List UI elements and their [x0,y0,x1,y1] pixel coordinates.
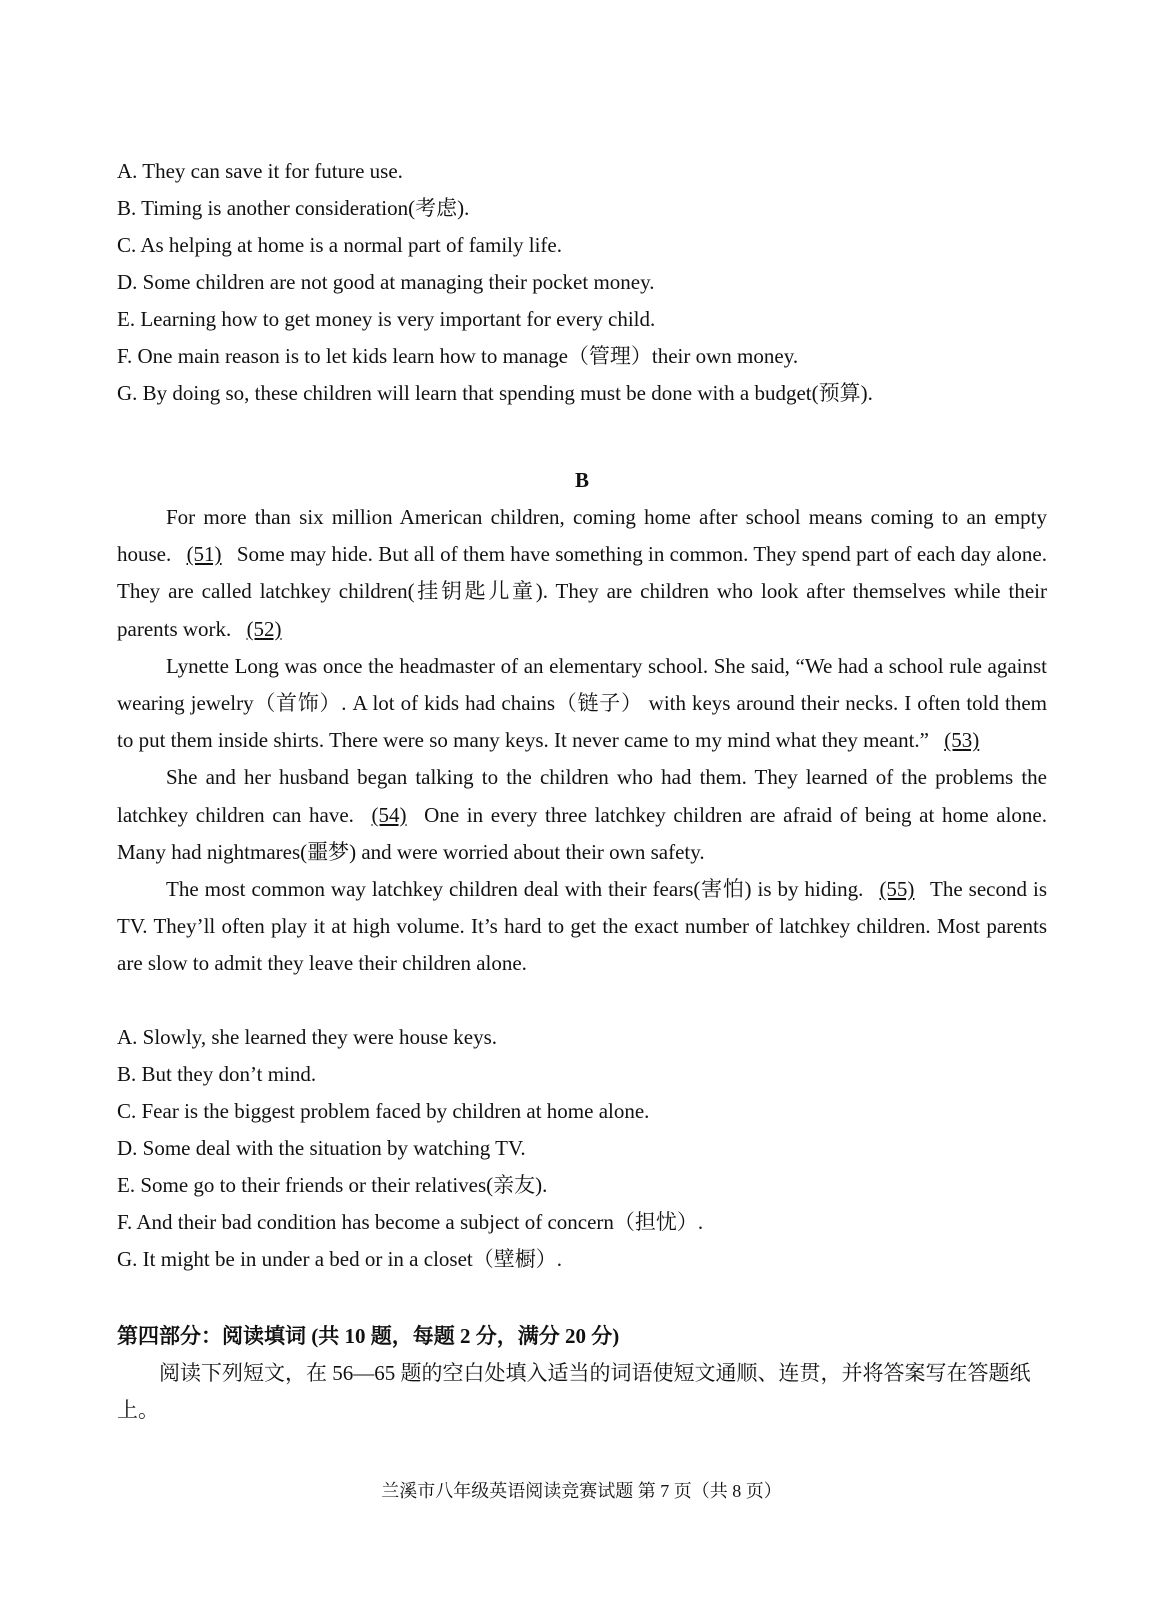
passage-paragraph-2 [117,648,1047,760]
passage-paragraph-3 [117,759,1047,871]
page-footer: 兰溪市八年级英语阅读竞赛试题 第 7 页（共 8 页） [381,1481,782,1501]
paragraph-text: The most common way latchkey children deal with their fears(害怕) is by hiding. [166,877,864,902]
options-list-b [117,1019,1047,1278]
paragraph-text: Lynette Long was once the headmaster of an elementary school. She said, “We had a school rule against wearing jewelry（首饰）. A lot of kids had chains（链子） with keys around their necks. I often told them to put them inside shirts. There were so many keys. It never came to my mind what they meant.” [117,653,1047,753]
paragraph-text: Some may hide. But all of them have something in common. They spend part of each day alone. They are called latchkey children(挂钥匙儿童). They are children who look after themselves while their parents work. [117,542,1047,641]
option-c: C. As helping at home is a normal part of family life. [117,233,562,257]
blank-54: (54) [371,802,407,827]
option-d: D. Some deal with the situation by watching TV. [117,1135,526,1160]
options-list-a [117,153,1047,412]
blank-53: (53) [944,728,980,753]
passage-b [117,499,1047,983]
option-b: B. But they don’t mind. [117,1061,317,1086]
passage-paragraph-4 [117,871,1047,983]
page-content [117,153,1047,1429]
part4-title: 第四部分：阅读填词 (共 10 题，每题 2 分，满分 20 分) [117,1323,620,1348]
paragraph-text: The second is TV. They’ll often play it at high volume. It’s hard to get the exact number of latchkey children. Most parents are slow to admit they leave their children alone. [117,877,1047,976]
option-e: E. Some go to their friends or their relatives(亲友). [117,1172,548,1197]
option-g: G. By doing so, these children will learn that spending must be done with a budget(预算). [117,381,873,405]
blank-51: (51) [186,542,222,567]
option-e: E. Learning how to get money is very important for every child. [117,307,656,331]
option-f: F. One main reason is to let kids learn how to manage（管理）their own money. [117,344,799,368]
passage-paragraph-1 [117,499,1047,648]
option-a: A. They can save it for future use. [117,159,403,183]
paragraph-text: One in every three latchkey children are afraid of being at home alone. Many had nightmares(噩梦) and were worried about their own safety. [117,802,1047,864]
paragraph-text: She and her husband began talking to the children who had them. They learned of the problems the latchkey children can have. [117,765,1047,827]
option-b: B. Timing is another consideration(考虑). [117,196,470,220]
option-a: A. Slowly, she learned they were house keys. [117,1024,498,1049]
paragraph-text: For more than six million American children, coming home after school means coming to an empty house. [117,505,1047,567]
option-d: D. Some children are not good at managing their pocket money. [117,270,655,294]
blank-55: (55) [879,877,915,902]
part4-instruction: 阅读下列短文，在 56—65 题的空白处填入适当的词语使短文通顺、连贯，并将答案写在答题纸上。 [117,1360,1031,1422]
option-f: F. And their bad condition has become a subject of concern（担忧）. [117,1209,704,1234]
option-g: G. It might be in under a bed or in a closet（壁橱）. [117,1246,562,1271]
option-c: C. Fear is the biggest problem faced by children at home alone. [117,1098,650,1123]
section-b-heading: B [574,468,589,492]
spacer [117,983,1047,1019]
blank-52: (52) [246,616,282,641]
